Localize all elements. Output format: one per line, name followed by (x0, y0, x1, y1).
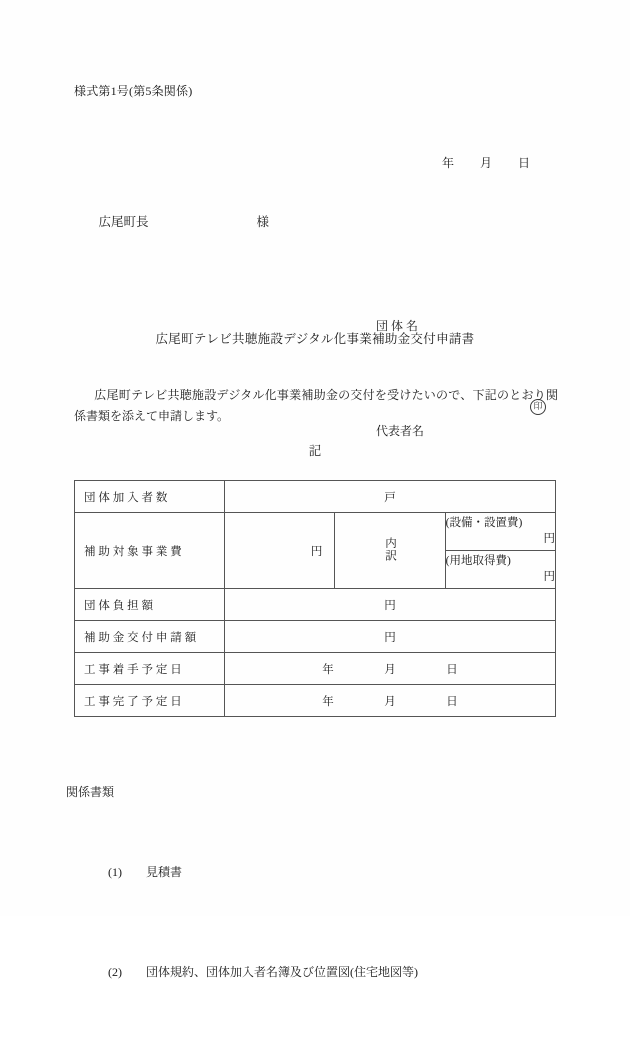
unit-households: 戸 (384, 491, 396, 504)
breakdown-item-equipment-caption: (設備・設置費) (445, 517, 523, 529)
table-row (75, 481, 556, 513)
breakdown-label (335, 513, 445, 589)
table-row (75, 653, 556, 685)
row-label-member-count (75, 481, 225, 513)
ki-marker: 記 (308, 444, 322, 458)
body-text: 広尾町テレビ共聴施設デジタル化事業補助金の交付を受けたいので、下記のとおり関係書類を添えて申請します。 (74, 388, 558, 423)
row-value-org-burden[interactable] (225, 589, 556, 621)
seal-icon: 印 (530, 399, 546, 415)
organization-name-row (358, 295, 424, 358)
attachment-1-number: (1) (108, 865, 122, 879)
list-item (66, 842, 418, 902)
form-number: 様式第1号(第5条関係) (74, 84, 193, 98)
row-label-project-cost (75, 513, 225, 589)
body-paragraph (74, 385, 558, 427)
attachments-heading: 関係書類 (66, 785, 115, 799)
organization-name-label: 団 体 名 (376, 319, 419, 333)
application-table (74, 480, 556, 717)
row-value-start-date[interactable] (225, 653, 556, 685)
row-label-member-count-text: 団 体 加 入 者 数 (84, 491, 168, 504)
completion-date-day-label: 日 (446, 695, 458, 708)
row-label-project-cost-text: 補 助 対 象 事 業 費 (84, 545, 182, 558)
unit-yen-subsidy-amount: 円 (384, 631, 396, 644)
row-label-start-date (75, 653, 225, 685)
attachment-1-text: 見積書 (146, 865, 183, 879)
row-value-subsidy-amount[interactable] (225, 621, 556, 653)
table-row (75, 513, 556, 551)
list-item (66, 942, 418, 1002)
completion-date-month-label: 月 (384, 695, 396, 708)
breakdown-item-land[interactable] (445, 551, 555, 589)
row-value-completion-date[interactable] (225, 685, 556, 717)
representative-name-label: 代表者名 (376, 424, 425, 438)
addressee (86, 197, 269, 245)
row-label-completion-date-text: 工 事 完 了 予 定 日 (84, 695, 182, 708)
row-label-subsidy-amount (75, 621, 225, 653)
row-label-subsidy-amount-text: 補 助 金 交 付 申 請 額 (84, 631, 197, 644)
start-date-day-label: 日 (446, 663, 458, 676)
breakdown-item-land-unit: 円 (543, 571, 555, 583)
breakdown-item-equipment-unit: 円 (543, 533, 555, 545)
completion-date-year-label: 年 (322, 695, 334, 708)
row-value-project-cost[interactable] (225, 513, 335, 589)
row-label-org-burden-text: 団 体 負 担 額 (84, 599, 153, 612)
row-label-start-date-text: 工 事 着 手 予 定 日 (84, 663, 182, 676)
unit-yen-org-burden: 円 (384, 599, 396, 612)
row-label-completion-date (75, 685, 225, 717)
date-year-label: 年 (442, 156, 455, 170)
unit-yen-project-cost: 円 (310, 545, 323, 558)
date-line (430, 139, 530, 186)
breakdown-label-text: 内訳 (384, 536, 397, 562)
start-date-year-label: 年 (322, 663, 334, 676)
breakdown-item-land-caption: (用地取得費) (445, 555, 511, 567)
attachment-2-text: 団体規約、団体加入者名簿及び位置図(住宅地図等) (146, 965, 418, 979)
attachments-section (66, 742, 418, 1042)
row-value-member-count[interactable] (225, 481, 556, 513)
addressee-name: 広尾町長 (98, 215, 149, 229)
addressee-honorific: 様 (256, 215, 270, 229)
table-row (75, 589, 556, 621)
table-row (75, 685, 556, 717)
date-month-label: 月 (480, 156, 493, 170)
table-row (75, 621, 556, 653)
breakdown-item-equipment[interactable] (445, 513, 555, 551)
attachment-2-number: (2) (108, 965, 122, 979)
start-date-month-label: 月 (384, 663, 396, 676)
page-title: 広尾町テレビ共聴施設デジタル化事業補助金交付申請書 (155, 332, 475, 346)
row-label-org-burden (75, 589, 225, 621)
date-day-label: 日 (518, 156, 531, 170)
